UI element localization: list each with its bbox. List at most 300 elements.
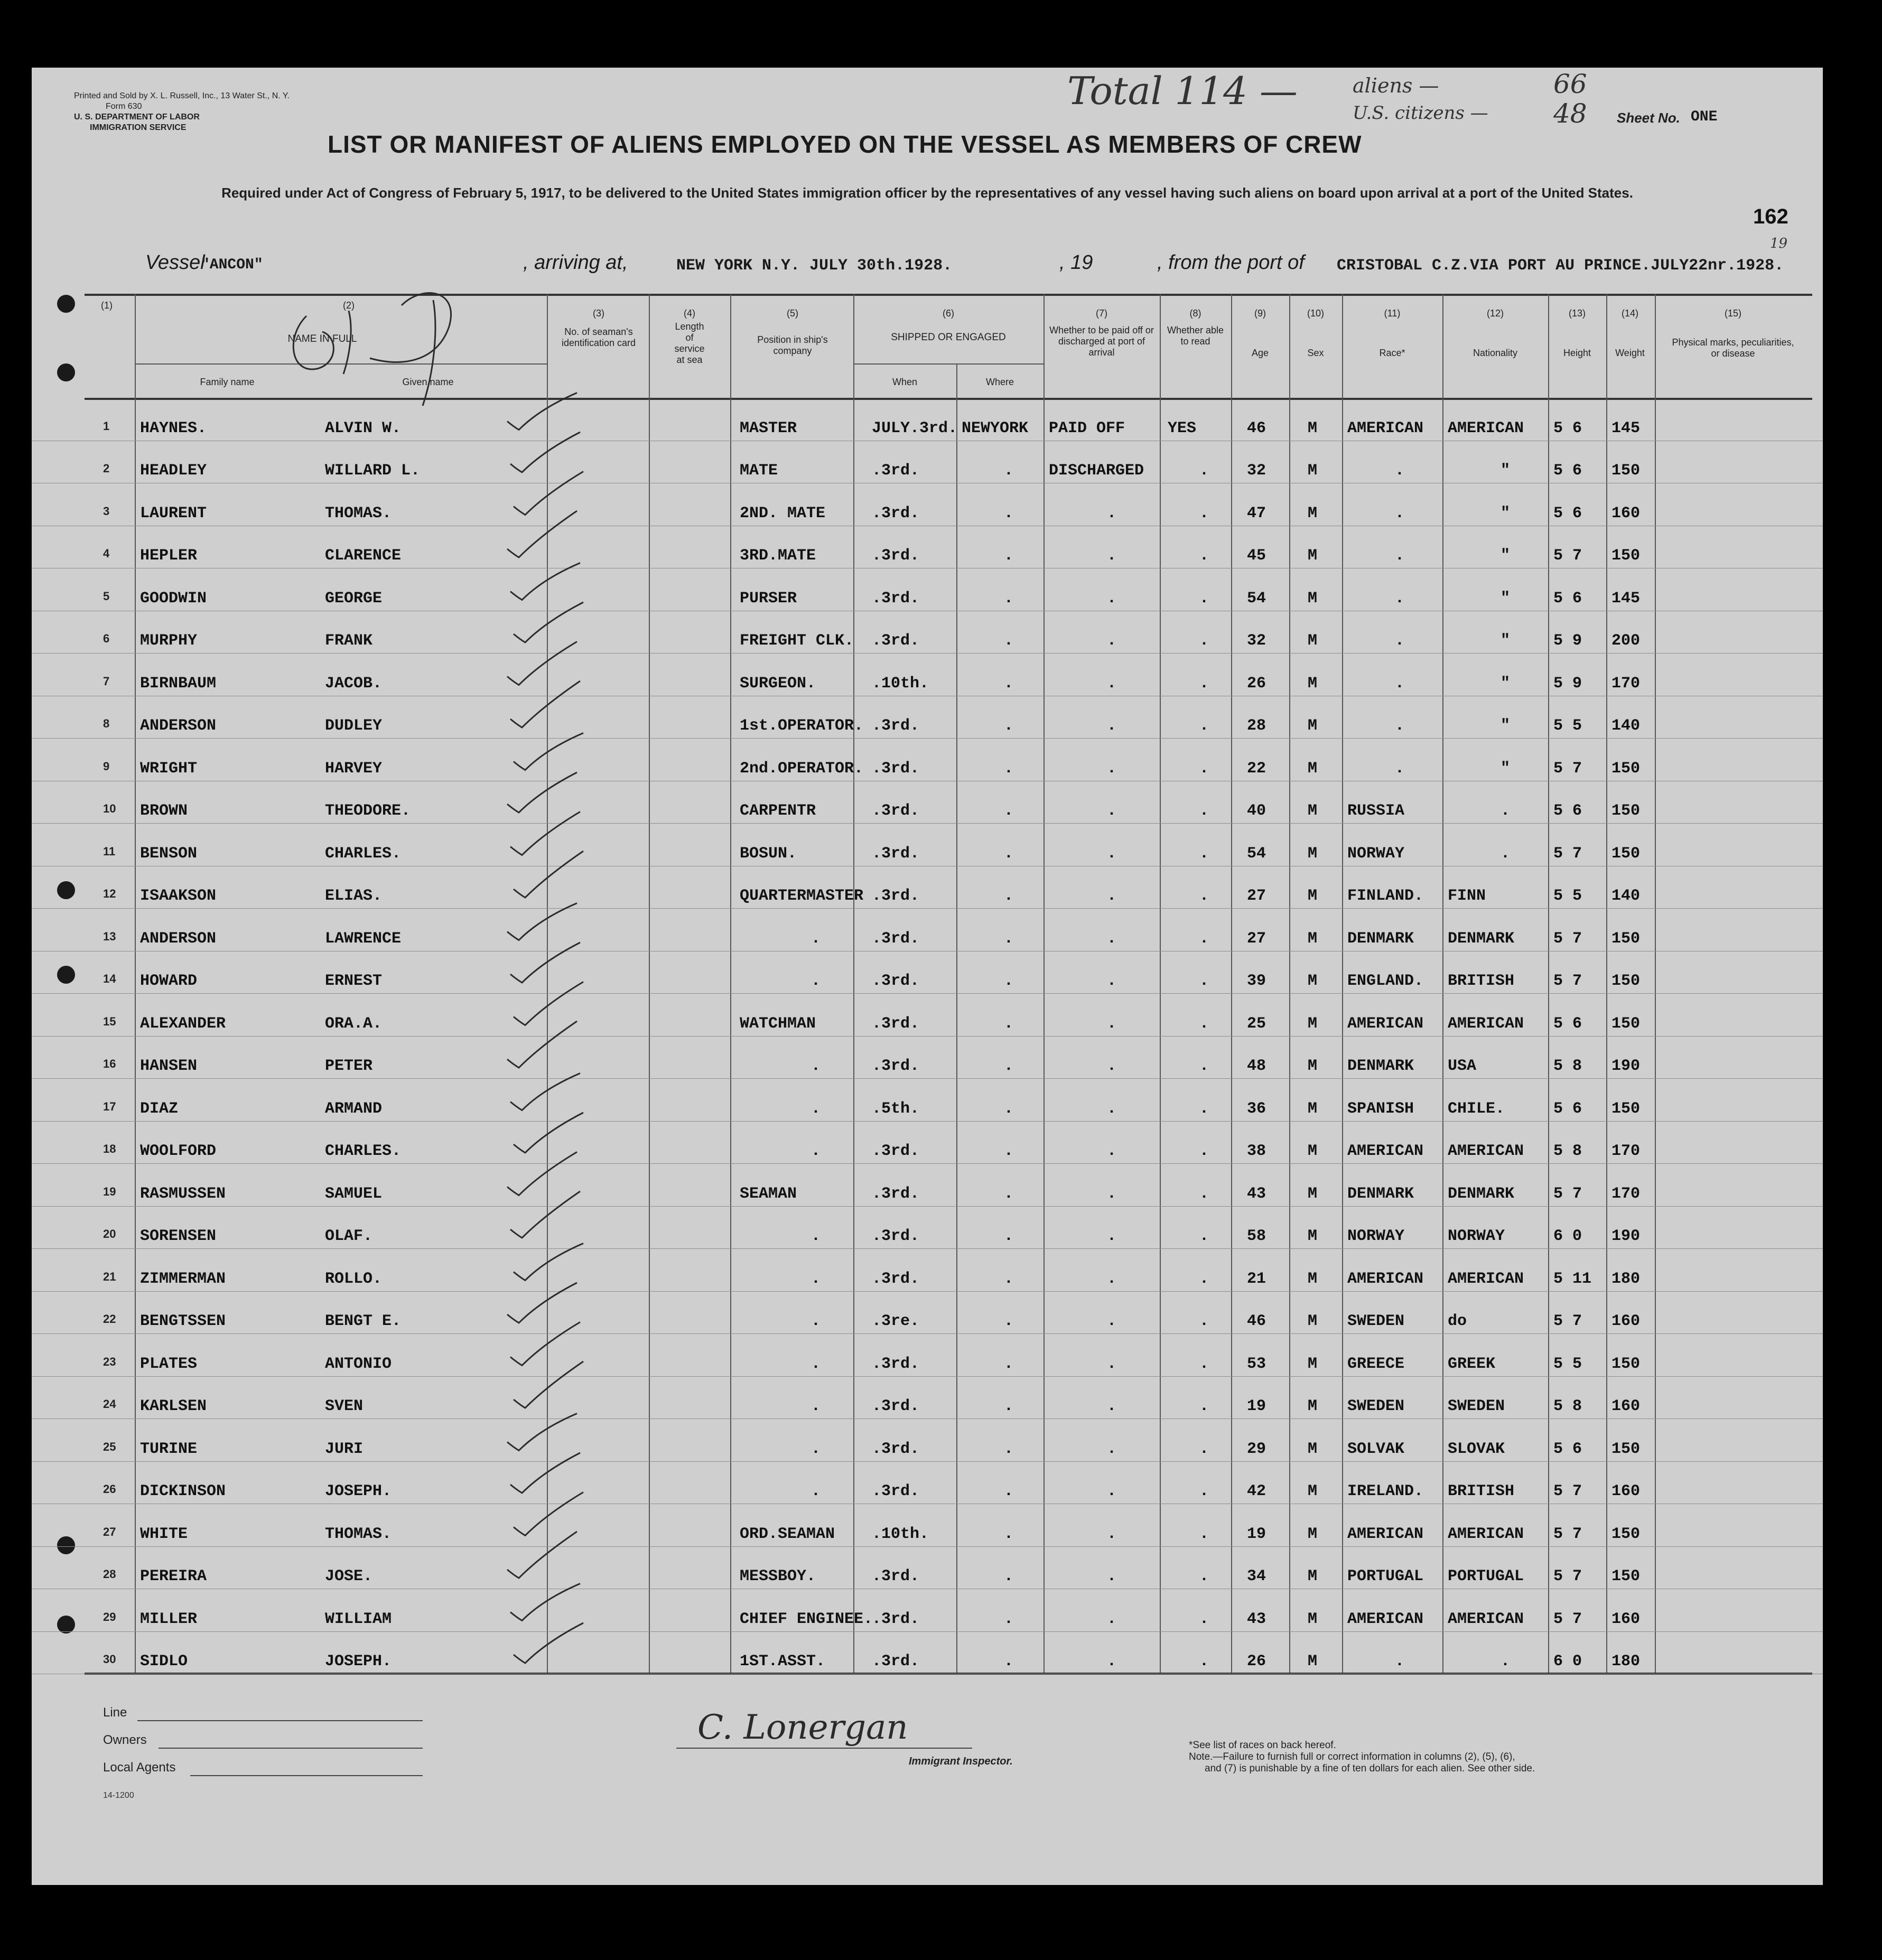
able-to-read: . (1199, 547, 1209, 565)
age: 32 (1247, 462, 1266, 480)
height: 5 6 (1553, 1014, 1582, 1033)
shipped-where: . (1004, 1567, 1014, 1585)
paid-off: . (1107, 674, 1117, 693)
from-label: , from the port of (1157, 251, 1305, 274)
able-to-read: . (1199, 802, 1209, 820)
shipped-where: . (1004, 1014, 1014, 1033)
shipped-where: . (1004, 759, 1014, 778)
check-mark (510, 1191, 580, 1238)
able-to-read: . (1199, 1227, 1209, 1245)
shipped-where: . (1004, 1312, 1014, 1330)
note-fine-1: Note.—Failure to furnish full or correct information in columns (2), (5), (6), (1189, 1751, 1515, 1762)
family-name: LAURENT (140, 504, 207, 522)
aliens-count: 66 (1553, 69, 1587, 99)
row-number: 30 (103, 1653, 116, 1666)
shipped-when: JULY.3rd. (872, 419, 958, 437)
nationality: BRITISH (1448, 1482, 1515, 1500)
paid-off: . (1107, 504, 1117, 522)
shipped-where: . (1004, 632, 1014, 650)
family-name: RASMUSSEN (140, 1184, 226, 1203)
race: SWEDEN (1347, 1397, 1405, 1415)
height: 5 6 (1553, 1440, 1582, 1458)
check-mark (510, 812, 580, 855)
paid-off: . (1107, 589, 1117, 608)
race: . (1395, 632, 1405, 650)
check-mark (507, 903, 577, 940)
family-name: WOOLFORD (140, 1142, 217, 1160)
able-to-read: . (1199, 1057, 1209, 1075)
position: ORD.SEAMAN (740, 1525, 835, 1543)
position: 3RD.MATE (740, 547, 816, 565)
height: 5 5 (1553, 887, 1582, 905)
height: 5 7 (1553, 1312, 1582, 1330)
given-name: PETER (325, 1057, 373, 1075)
position: . (811, 1397, 821, 1415)
given-name: ROLLO. (325, 1270, 383, 1288)
row-number: 6 (103, 632, 110, 645)
weight: 190 (1611, 1227, 1641, 1245)
height: 5 7 (1553, 547, 1582, 565)
given-name: DUDLEY (325, 717, 383, 735)
nationality: AMERICAN (1448, 1270, 1524, 1288)
family-name: ANDERSON (140, 717, 217, 735)
row-number: 22 (103, 1312, 116, 1326)
vessel-label: Vessel (145, 251, 205, 274)
weight: 160 (1611, 504, 1641, 522)
position: . (811, 1270, 821, 1288)
row-number: 13 (103, 929, 116, 943)
shipped-when: .5th. (872, 1099, 920, 1118)
position: 1st.OPERATOR. (740, 717, 864, 735)
weight: 170 (1611, 674, 1641, 693)
race: NORWAY (1347, 844, 1405, 863)
family-name: HEPLER (140, 547, 198, 565)
weight: 150 (1611, 929, 1641, 948)
paid-off: PAID OFF (1049, 419, 1125, 437)
age: 38 (1247, 1142, 1266, 1160)
given-name: JOSE. (325, 1567, 373, 1585)
shipped-where: . (1004, 1482, 1014, 1500)
age: 32 (1247, 632, 1266, 650)
height: 5 8 (1553, 1397, 1582, 1415)
shipped-when: .3rd. (872, 504, 920, 522)
shipped-where: . (1004, 1099, 1014, 1118)
inspector-label: Immigrant Inspector. (909, 1756, 1013, 1767)
family-name: DICKINSON (140, 1482, 226, 1500)
age: 26 (1247, 674, 1266, 693)
race: AMERICAN (1347, 1270, 1424, 1288)
check-mark (507, 511, 577, 557)
shipped-where: . (1004, 547, 1014, 565)
race: . (1395, 717, 1405, 735)
able-to-read: . (1199, 462, 1209, 480)
handwritten-marks (32, 68, 1823, 1885)
total-annotation: Total 114 — (1067, 69, 1298, 113)
nationality: " (1501, 759, 1511, 778)
shipped-when: .3rd. (872, 1270, 920, 1288)
race: . (1395, 462, 1405, 480)
position: CHIEF ENGINEE. (740, 1610, 873, 1628)
weight: 160 (1611, 1312, 1641, 1330)
race: ENGLAND. (1347, 972, 1424, 990)
check-mark (507, 1283, 577, 1323)
row-number: 27 (103, 1525, 116, 1538)
col-7-header: Whether to be paid off or discharged at port of arrival (1049, 325, 1154, 358)
shipped-where: . (1004, 1610, 1014, 1628)
able-to-read: . (1199, 1610, 1209, 1628)
position: 2nd.OPERATOR. (740, 759, 864, 778)
shipped-when: .3rd. (872, 1355, 920, 1373)
position: QUARTERMASTER (740, 887, 864, 905)
height: 6 0 (1553, 1653, 1582, 1670)
nationality: BRITISH (1448, 972, 1515, 990)
given-name: HARVEY (325, 759, 383, 778)
col-14-num: (14) (1621, 308, 1638, 319)
sex: M (1308, 887, 1318, 905)
given-name: JURI (325, 1440, 364, 1458)
shipped-where: . (1004, 504, 1014, 522)
citizens-annotation: U.S. citizens — (1353, 102, 1488, 124)
col-4-header: Length of service at sea (674, 321, 705, 365)
height: 5 6 (1553, 462, 1582, 480)
shipped-when: .3rd. (872, 802, 920, 820)
given-name: BENGT E. (325, 1312, 402, 1330)
nationality: " (1501, 674, 1511, 693)
row-number: 26 (103, 1482, 116, 1496)
arriving-value: NEW YORK N.Y. JULY 30th.1928. (676, 257, 953, 275)
age: 53 (1247, 1355, 1266, 1373)
able-to-read: . (1199, 1653, 1209, 1670)
able-to-read: . (1199, 632, 1209, 650)
paid-off: . (1107, 1397, 1117, 1415)
shipped-where: . (1004, 1355, 1014, 1373)
form-number: Form 630 (106, 102, 142, 111)
family-name: KARLSEN (140, 1397, 207, 1415)
weight: 145 (1611, 589, 1641, 608)
height: 5 8 (1553, 1057, 1582, 1075)
given-name: SAMUEL (325, 1184, 383, 1203)
position: MATE (740, 462, 778, 480)
nationality: AMERICAN (1448, 1610, 1524, 1628)
given-name: ALVIN W. (325, 419, 402, 437)
given-name: ANTONIO (325, 1355, 392, 1373)
family-name: ANDERSON (140, 929, 217, 948)
row-number: 28 (103, 1567, 116, 1581)
race: . (1395, 674, 1405, 693)
row-number: 29 (103, 1610, 116, 1623)
position: SEAMAN (740, 1184, 797, 1203)
col-15-header: Physical marks, peculiarities, or disease (1672, 337, 1794, 359)
sex: M (1308, 759, 1318, 778)
paid-off: . (1107, 1014, 1117, 1033)
age: 46 (1247, 419, 1266, 437)
shipped-where: . (1004, 887, 1014, 905)
family-name: HEADLEY (140, 462, 207, 480)
note-races: *See list of races on back hereof. (1189, 1740, 1336, 1751)
weight: 150 (1611, 462, 1641, 480)
given-name: ORA.A. (325, 1014, 383, 1033)
shipped-when: .3rd. (872, 929, 920, 948)
sex: M (1308, 1057, 1318, 1075)
shipped-when: .3re. (872, 1312, 920, 1330)
shipped-where: . (1004, 1227, 1014, 1245)
shipped-when: .3rd. (872, 1057, 920, 1075)
given-name: WILLARD L. (325, 462, 421, 480)
nationality: FINN (1448, 887, 1486, 905)
given-name: LAWRENCE (325, 929, 402, 948)
check-mark (510, 563, 580, 600)
vessel-name: "ANCON" (201, 257, 263, 273)
sex: M (1308, 1355, 1318, 1373)
family-name: HANSEN (140, 1057, 198, 1075)
check-mark (510, 942, 580, 983)
col-14-header: Weight (1615, 348, 1645, 358)
given-name: JOSEPH. (325, 1482, 392, 1500)
paid-off: . (1107, 1610, 1117, 1628)
able-to-read: . (1199, 504, 1209, 522)
position: . (811, 1227, 821, 1245)
height: 5 9 (1553, 632, 1582, 650)
nationality: GREEK (1448, 1355, 1496, 1373)
sex: M (1308, 589, 1318, 608)
citizens-count: 48 (1553, 98, 1587, 129)
given-name: CLARENCE (325, 547, 402, 565)
shipped-when: .3rd. (872, 1014, 920, 1033)
when-header: When (892, 377, 918, 387)
family-name: BENGTSSEN (140, 1312, 226, 1330)
position: 1ST.ASST. (740, 1653, 826, 1670)
given-name: FRANK (325, 632, 373, 650)
shipped-when: .3rd. (872, 887, 920, 905)
shipped-where: . (1004, 844, 1014, 863)
paid-off: . (1107, 547, 1117, 565)
race: RUSSIA (1347, 802, 1405, 820)
row-number: 15 (103, 1014, 116, 1028)
sex: M (1308, 632, 1318, 650)
sex: M (1308, 1482, 1318, 1500)
check-mark (514, 733, 583, 770)
given-name: THOMAS. (325, 1525, 392, 1543)
shipped-when: .10th. (872, 1525, 929, 1543)
position: . (811, 1099, 821, 1118)
race: PORTUGAL (1347, 1567, 1424, 1585)
shipped-where: . (1004, 1440, 1014, 1458)
shipped-when: .3rd. (872, 717, 920, 735)
department: U. S. DEPARTMENT OF LABOR (74, 113, 200, 122)
family-name: PLATES (140, 1355, 198, 1373)
row-number: 9 (103, 759, 110, 773)
col-3-header: No. of seaman's identification card (561, 326, 636, 348)
paid-off: . (1107, 759, 1117, 778)
family-name: MILLER (140, 1610, 198, 1628)
paid-off: . (1107, 929, 1117, 948)
paid-off: . (1107, 1355, 1117, 1373)
shipped-where: . (1004, 1142, 1014, 1160)
age: 43 (1247, 1184, 1266, 1203)
col-7-num: (7) (1096, 308, 1107, 319)
paid-off: . (1107, 632, 1117, 650)
check-mark (514, 1113, 583, 1153)
sex: M (1308, 1099, 1318, 1118)
race: AMERICAN (1347, 1014, 1424, 1033)
paid-off: . (1107, 1525, 1117, 1543)
weight: 150 (1611, 1567, 1641, 1585)
able-to-read: . (1199, 1482, 1209, 1500)
row-number: 4 (103, 547, 110, 560)
age: 54 (1247, 844, 1266, 863)
age: 19 (1247, 1397, 1266, 1415)
col-13-num: (13) (1568, 308, 1586, 319)
paid-off: . (1107, 844, 1117, 863)
height: 5 6 (1553, 504, 1582, 522)
sex: M (1308, 1653, 1318, 1670)
row-number: 7 (103, 674, 110, 688)
paid-off: . (1107, 887, 1117, 905)
sex: M (1308, 1567, 1318, 1585)
sheet-value: ONE (1691, 109, 1718, 125)
weight: 150 (1611, 1099, 1641, 1118)
check-mark (514, 1492, 583, 1536)
col-1-num: (1) (101, 300, 113, 311)
weight: 150 (1611, 1355, 1641, 1373)
paid-off: . (1107, 1057, 1117, 1075)
position: WATCHMAN (740, 1014, 816, 1033)
weight: 160 (1611, 1482, 1641, 1500)
paid-off: . (1107, 1227, 1117, 1245)
weight: 140 (1611, 717, 1641, 735)
height: 5 5 (1553, 1355, 1582, 1373)
family-name: ALEXANDER (140, 1014, 226, 1033)
col-5-header: Position in ship's company (757, 334, 828, 356)
sex: M (1308, 717, 1318, 735)
age: 22 (1247, 759, 1266, 778)
sex: M (1308, 547, 1318, 565)
weight: 150 (1611, 972, 1641, 990)
able-to-read: . (1199, 844, 1209, 863)
row-number: 2 (103, 462, 110, 475)
shipped-where: . (1004, 802, 1014, 820)
nationality: " (1501, 504, 1511, 522)
race: SWEDEN (1347, 1312, 1405, 1330)
row-number: 21 (103, 1270, 116, 1283)
position: . (811, 1482, 821, 1500)
position: . (811, 929, 821, 948)
age: 47 (1247, 504, 1266, 522)
age: 40 (1247, 802, 1266, 820)
height: 5 7 (1553, 1482, 1582, 1500)
position: . (811, 1142, 821, 1160)
height: 5 7 (1553, 759, 1582, 778)
sex: M (1308, 1142, 1318, 1160)
shipped-where: . (1004, 589, 1014, 608)
family-name: TURINE (140, 1440, 198, 1458)
shipped-when: .3rd. (872, 1184, 920, 1203)
row-number: 11 (103, 844, 116, 858)
given-name: ERNEST (325, 972, 383, 990)
col-5-num: (5) (787, 308, 798, 319)
shipped-where: . (1004, 1653, 1014, 1670)
family-name: BROWN (140, 802, 188, 820)
age: 27 (1247, 887, 1266, 905)
race: FINLAND. (1347, 887, 1424, 905)
check-mark (510, 1074, 580, 1110)
initials-scribble (293, 293, 451, 406)
row-number: 5 (103, 589, 110, 603)
row-number: 1 (103, 419, 110, 433)
family-name: SORENSEN (140, 1227, 217, 1245)
sheet-label: Sheet No. (1617, 110, 1680, 126)
age: 36 (1247, 1099, 1266, 1118)
paid-off: . (1107, 1482, 1117, 1500)
paid-off: . (1107, 717, 1117, 735)
sex: M (1308, 929, 1318, 948)
weight: 170 (1611, 1184, 1641, 1203)
shipped-when: .3rd. (872, 844, 920, 863)
col-13-header: Height (1563, 348, 1591, 358)
row-number: 8 (103, 717, 110, 730)
shipped-where: . (1004, 1184, 1014, 1203)
shipped-when: .3rd. (872, 1440, 920, 1458)
height: 5 6 (1553, 1099, 1582, 1118)
col-8-num: (8) (1189, 308, 1201, 319)
nationality: USA (1448, 1057, 1477, 1075)
check-mark (510, 1322, 580, 1366)
row-number: 24 (103, 1397, 116, 1411)
able-to-read: . (1199, 887, 1209, 905)
col-8-header: Whether able to read (1167, 325, 1224, 347)
shipped-where: . (1004, 1397, 1014, 1415)
paid-off: . (1107, 972, 1117, 990)
shipped-when: .3rd. (872, 1567, 920, 1585)
shipped-when: .3rd. (872, 1653, 920, 1670)
col-9-header: Age (1251, 348, 1269, 358)
nationality: DENMARK (1448, 929, 1515, 948)
weight: 150 (1611, 802, 1641, 820)
check-mark (514, 602, 583, 642)
position: MESSBOY. (740, 1567, 816, 1585)
race: AMERICAN (1347, 419, 1424, 437)
nationality: AMERICAN (1448, 1142, 1524, 1160)
printer-line: Printed and Sold by X. L. Russell, Inc., 13 Water St., N. Y. (74, 91, 290, 100)
nationality: SLOVAK (1448, 1440, 1505, 1458)
weight: 150 (1611, 547, 1641, 565)
shipped-when: .3rd. (872, 462, 920, 480)
height: 5 7 (1553, 972, 1582, 990)
check-mark (507, 1532, 577, 1578)
check-mark (514, 1361, 583, 1408)
row-number: 20 (103, 1227, 116, 1240)
position: . (811, 1440, 821, 1458)
row-number: 3 (103, 504, 110, 518)
form-code: 14-1200 (103, 1791, 134, 1800)
shipped-when: .3rd. (872, 1482, 920, 1500)
from-value: CRISTOBAL C.Z.VIA PORT AU PRINCE.JULY22nr.1928. (1337, 257, 1784, 275)
position: MASTER (740, 419, 797, 437)
col-10-header: Sex (1307, 348, 1324, 358)
height: 5 5 (1553, 717, 1582, 735)
sex: M (1308, 1270, 1318, 1288)
able-to-read: YES (1168, 419, 1197, 437)
check-mark (507, 642, 577, 685)
age: 39 (1247, 972, 1266, 990)
family-name-header: Family name (200, 377, 255, 387)
page-title: LIST OR MANIFEST OF ALIENS EMPLOYED ON THE VESSEL AS MEMBERS OF CREW (328, 130, 1362, 158)
able-to-read: . (1199, 1440, 1209, 1458)
weight: 150 (1611, 844, 1641, 863)
given-name: GEORGE (325, 589, 383, 608)
shipped-where: . (1004, 1270, 1014, 1288)
height: 5 6 (1553, 419, 1582, 437)
